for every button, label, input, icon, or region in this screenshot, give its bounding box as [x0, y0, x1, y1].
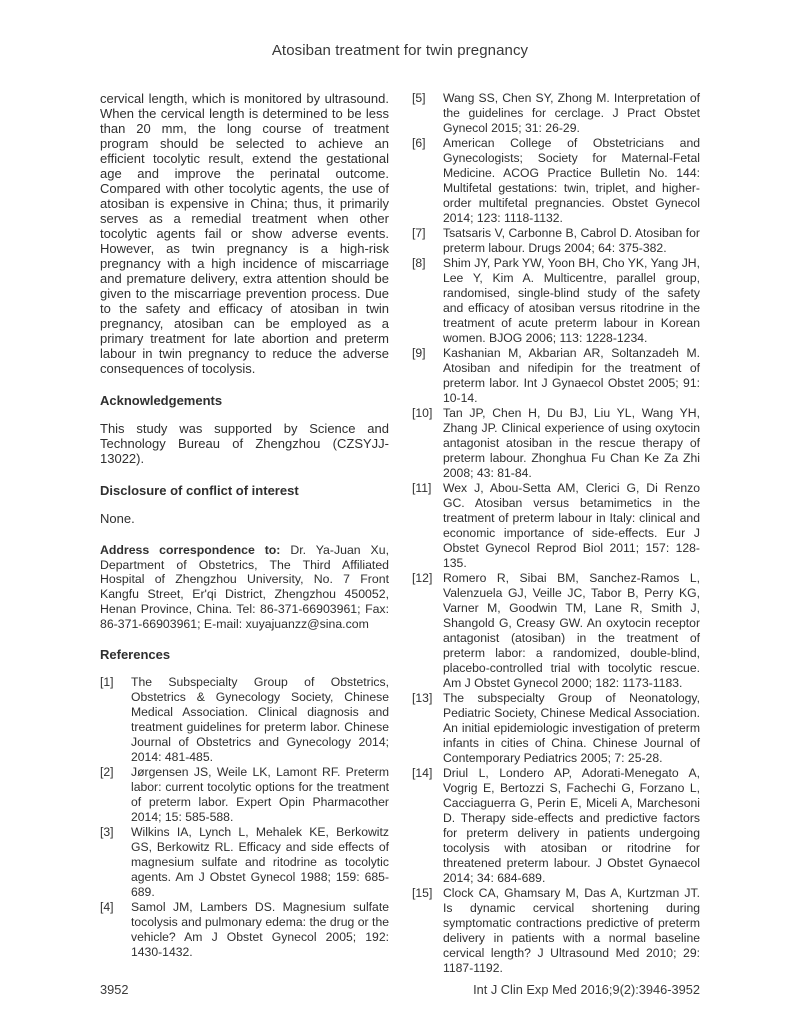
reference-number: [7]: [412, 226, 426, 240]
references-list-left: [100, 675, 389, 960]
reference-text: Clock CA, Ghamsary M, Das A, Kurtzman JT. Is dynamic cervical shortening during symptomatic contractions predictive of preterm delivery in patients with a normal baseline cervical length? J Ultrasound Med 2010; 29: 1187-1192.: [443, 886, 700, 975]
reference-number: [9]: [412, 346, 426, 360]
reference-number: [3]: [100, 825, 114, 840]
reference-item: [100, 765, 389, 825]
reference-text: American College of Obstetricians and Gynecologists; Society for Maternal-Fetal Medicine. ACOG Practice Bulletin No. 144: Multifetal gestations: twin, triplet, and higher-order multifetal pregnancies. Obstet Gynecol 2014; 123: 1118-1132.: [443, 136, 700, 225]
reference-text: Samol JM, Lambers DS. Magnesium sulfate tocolysis and pulmonary edema: the drug or the vehicle? Am J Obstet Gynecol 2005; 192: 1430-1432.: [131, 900, 389, 960]
reference-number: [15]: [412, 886, 433, 900]
reference-item: [412, 136, 700, 226]
reference-item: [412, 346, 700, 406]
running-head-title: Atosiban treatment for twin pregnancy: [271, 42, 529, 59]
references-heading: References: [100, 647, 171, 663]
reference-text: Romero R, Sibai BM, Sanchez-Ramos L, Valenzuela GJ, Veille JC, Tabor B, Perry KG, Varner M, Goodwin TM, Lane R, Smith J, Shangold G, Creasy GW. An oxytocin receptor antagonist (atosiban) in the treatment of preterm labor: a randomized, double-blind, placebo-controlled trial with tocolytic rescue. Am J Obstet Gynecol 2000; 182: 1173-1183.: [443, 571, 700, 690]
reference-text: Wang SS, Chen SY, Zhong M. Interpretation of the guidelines for cerclage. J Pract Obstet Gynecol 2015; 31: 26-29.: [443, 91, 700, 135]
reference-number: [5]: [412, 91, 426, 105]
acknowledgements-paragraph: This study was supported by Science and Technology Bureau of Zhengzhou (CZSYJJ-13022).: [100, 421, 389, 466]
reference-number: [12]: [412, 571, 433, 585]
reference-text: Driul L, Londero AP, Adorati-Menegato A, Vogrig E, Bertozzi S, Fachechi G, Forzano L, Cacciaguerra G, Perin E, Miceli A, Marchesoni D. Therapy side-effects and predictive factors for preterm delivery in patients undergoing tocolysis with atosiban or ritodrine for threatened preterm labour. J Obstet Gynaecol 2014; 34: 684-689.: [443, 766, 700, 885]
reference-item: [412, 226, 700, 256]
reference-text: Tsatsaris V, Carbonne B, Cabrol D. Atosiban for preterm labour. Drugs 2004; 64: 375-382.: [443, 226, 700, 255]
reference-text: The Subspecialty Group of Obstetrics, Obstetrics & Gynecology Society, Chinese Medical Association. Clinical diagnosis and treatment guidelines for preterm labor. Chinese Journal of Obstetrics and Gynecology 2014; 2014: 481-485.: [131, 675, 389, 765]
reference-item: [412, 886, 700, 976]
references-list-right: [412, 91, 700, 976]
disclosure-paragraph: None.: [100, 511, 135, 526]
footer-journal-citation: Int J Clin Exp Med 2016;9(2):3946-3952: [473, 982, 700, 997]
reference-item: [100, 675, 389, 765]
reference-text: The subspecialty Group of Neonatology, Pediatric Society, Chinese Medical Association. An initial epidemiologic investigation of preterm infants in cities of China. Chinese Journal of Contemporary Pediatrics 2005; 7: 25-28.: [443, 691, 700, 765]
reference-text: Tan JP, Chen H, Du BJ, Liu YL, Wang YH, Zhang JP. Clinical experience of using oxytocin antagonist atosiban in the rescue therapy of preterm labour. Zhonghua Fu Chan Ke Za Zhi 2008; 43: 81-84.: [443, 406, 700, 480]
right-column: [412, 91, 700, 976]
reference-number: [1]: [100, 675, 114, 690]
reference-number: [14]: [412, 766, 433, 780]
reference-item: [412, 91, 700, 136]
correspondence-body: Dr. Ya-Juan Xu, Department of Obstetrics, The Third Affiliated Hospital of Zhengzhou University, No. 7 Front Kangfu Street, Er'qi District, Zhengzhou 450052, Henan Province, China. Tel: 86-371-66903961; Fax: 86-371-66903961; E-mail: xuyajuanzz@sina.com: [100, 543, 389, 631]
reference-number: [11]: [412, 481, 432, 495]
reference-text: Jørgensen JS, Weile LK, Lamont RF. Preterm labor: current tocolytic options for the treatment of preterm labor. Expert Opin Pharmacother 2014; 15: 585-588.: [131, 765, 389, 825]
reference-number: [2]: [100, 765, 114, 780]
reference-text: Kashanian M, Akbarian AR, Soltanzadeh M. Atosiban and nifedipin for the treatment of preterm labor. Int J Gynaecol Obstet 2005; 91: 10-14.: [443, 346, 700, 405]
reference-item: [412, 256, 700, 346]
left-column: [100, 91, 389, 960]
correspondence-paragraph: [100, 543, 389, 631]
correspondence-lead: Address correspondence to:: [100, 543, 281, 557]
reference-text: Wilkins IA, Lynch L, Mehalek KE, Berkowitz GS, Berkowitz RL. Efficacy and side effects of magnesium sulfate and ritodrine as tocolytic agents. Am J Obstet Gynecol 1988; 159: 685-689.: [131, 825, 389, 900]
reference-item: [100, 825, 389, 900]
reference-number: [8]: [412, 256, 426, 270]
disclosure-heading: Disclosure of conflict of interest: [100, 483, 299, 498]
footer-page-number: 3952: [100, 982, 129, 997]
reference-text: Shim JY, Park YW, Yoon BH, Cho YK, Yang JH, Lee Y, Kim A. Multicentre, parallel group, randomised, single-blind study of the safety and efficacy of atosiban versus ritodrine in the treatment of acute preterm labour in Korean women. BJOG 2006; 113: 1228-1234.: [443, 256, 700, 345]
reference-number: [13]: [412, 691, 433, 705]
reference-number: [4]: [100, 900, 114, 915]
reference-item: [412, 766, 700, 886]
reference-text: Wex J, Abou-Setta AM, Clerici G, Di Renzo GC. Atosiban versus betamimetics in the treatment of preterm labour in Italy: clinical and economic importance of side-effects. Eur J Obstet Gynecol Reprod Biol 2011; 157: 128-135.: [443, 481, 700, 570]
reference-item: [412, 481, 700, 571]
reference-number: [6]: [412, 136, 426, 150]
intro-paragraph: cervical length, which is monitored by ultrasound. When the cervical length is determined to be less than 20 mm, the long course of treatment program should be selected to achieve an efficient tocolytic result, extend the gestational age and improve the perinatal outcome. Compared with other tocolytic agents, the use of atosiban is expensive in China; thus, it primarily serves as a remedial treatment when other tocolytic agents fail or show adverse events. However, as twin pregnancy is a high-risk pregnancy with a high incidence of miscarriage and premature delivery, extra attention should be given to the miscarriage prevention process. Due to the safety and efficacy of atosiban in twin pregnancy, atosiban can be employed as a primary treatment for late abortion and preterm labour in twin pregnancy to reduce the adverse consequences of tocolysis.: [100, 91, 389, 376]
reference-item: [412, 406, 700, 481]
reference-item: [412, 691, 700, 766]
reference-number: [10]: [412, 406, 433, 420]
reference-item: [100, 900, 389, 960]
reference-item: [412, 571, 700, 691]
acknowledgements-heading: Acknowledgements: [100, 393, 223, 408]
